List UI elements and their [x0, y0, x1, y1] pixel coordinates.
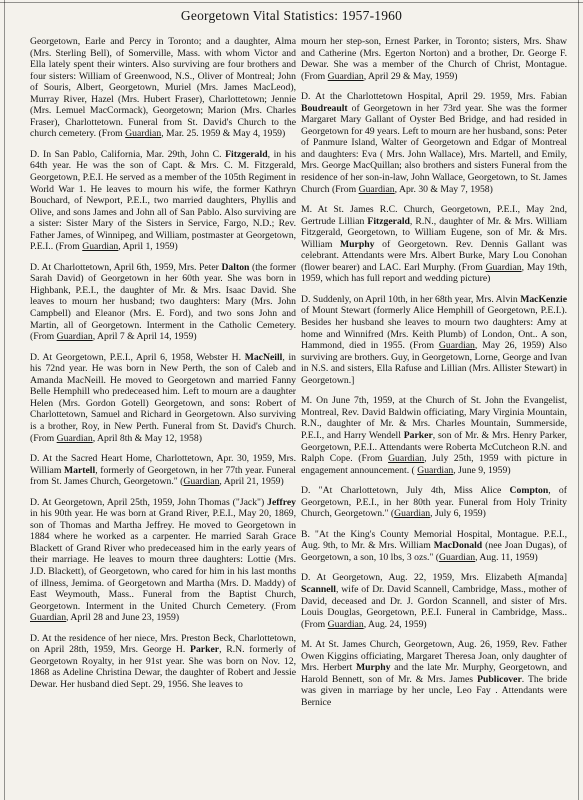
- entry-text: , May 19th, 1959, which has full report and wedding picture): [301, 261, 567, 285]
- entry-text: , R.N. formerly of Georgetown Royalty, in her 91st year. She was born on Nov. 12, 1868 as Adeline Christina Dewar, the daughter of Robert and Jessie Dewar. Her husband died Sept. 29, 1956. She leaves to: [30, 644, 297, 690]
- surname-bold: Dalton: [221, 261, 250, 273]
- entry-text: , of Georgetown, P.E.I., in her 80th year. Funeral from Holy Trinity Church, Georgetown." (: [301, 485, 567, 520]
- source-title: Guardian: [417, 464, 454, 476]
- entry-text: D. At the Sacred Heart Home, Charlottetown, Apr. 30, 1959, Mrs. William: [30, 453, 296, 476]
- source-title: Guardian: [30, 612, 67, 624]
- vital-record-entry: [301, 572, 567, 630]
- entry-text: , Aug. 24, 1959): [363, 618, 427, 630]
- entry-text: , June 9, 1959): [453, 464, 511, 476]
- surname-bold: Parker: [190, 644, 220, 656]
- page-edge-top: [0, 2, 583, 3]
- vital-record-entry: [301, 485, 567, 520]
- surname-bold: Fitzgerald: [225, 148, 268, 160]
- source-title: Guardian: [183, 476, 220, 488]
- entry-text: , April 29 & May, 1959): [363, 70, 458, 82]
- source-title: Guardian: [485, 261, 522, 273]
- page-edge-left: [4, 0, 5, 800]
- entry-text: M. On June 7th, 1959, at the Church of St. John the Evangelist, Montreal, Rev. David Baldwin officiating, Mary Virginia Mountain, R.N., daughter of Mr. & Mrs. Charles Mountain, Summerside, P.E.I., and Harry Wendell: [301, 395, 567, 441]
- entry-text: of Mount Stewart (formerly Alice Hemphill of Georgetown, P.E.I.). Besides her husband she leaves to mourn two daughters: Amy at home and Winnifred (Mrs. Keith Plumb) of London, Ont.. A son, Hammond, died in 1955. (From: [301, 305, 567, 352]
- entry-text: , in his 64th year. He was the son of Capt. & Mrs. C. M. Fitzgerald, Georgetown, P.E.I. He served as a member of the 105th Regiment in World War 1. He leaves to mourn his wife, the former Kathryn Bouchard, of Newport, P.E.I., two married daughters, Phyllis and Olive, and sons James and John all of San Pablo. Also surviving are a sister: Sister Mary of the Sisters in Service, Fargo, N.D.; Rev. Father James, of Winnipeg, and William, postmaster at Georgetown, P.E.I.. (From: [30, 148, 297, 253]
- vital-record-entry: [301, 395, 567, 476]
- vital-record-entry: [301, 204, 567, 285]
- right-column: [301, 36, 567, 717]
- entry-text: and the late Mr. Murphy, Georgetown, and Harold Bennett, son of Mr. & Mrs. James: [301, 662, 567, 685]
- entry-text: , wife of Dr. David Scannell, Cambridge, Mass., mother of David, deceased and Dr. J. Gordon Scannell, and sister of Mrs. Louis Douglas, Georgetown, P.E.I. Funeral in Cambridge, Mass.. (From: [301, 583, 567, 630]
- vital-record-entry: [301, 639, 567, 708]
- vital-record-entry: [30, 149, 296, 253]
- entry-text: D. At Georgetown, P.E.I., April 6, 1958, Webster H.: [30, 351, 245, 363]
- source-title: Guardian: [56, 331, 93, 343]
- vital-record-entry: [301, 91, 567, 195]
- entry-text: (the former Sarah David) of Georgetown in her 60th year. She was born in Highbank, P.E.I., the daughter of Mr. & Mrs. Isaac David. She leaves to mourn her husband; two daughters: Mary (Mrs. John Campbell) and Eleanor (Mrs. E. Ford), and two sons John and Martin, all of Georgetown. Interment in the Catholic Cemetery. (From: [30, 261, 296, 343]
- source-title: Guardian: [358, 183, 395, 195]
- entry-text: , April 28 and June 23, 1959): [66, 612, 180, 624]
- source-title: Guardian: [439, 551, 476, 563]
- entry-text: D. At the Charlottetown Hospital, April 29. 1959, Mrs. Fabian: [301, 91, 567, 103]
- entry-text: , April 7 & April 14, 1959): [92, 331, 197, 343]
- entry-text: mourn her step-son, Ernest Parker, in Toronto; sisters, Mrs. Shaw and Catherine (Mrs. Egerton Norton) and a brother, Dr. George F. Dewar. She was a member of the Church of Christ, Montague. (From: [301, 36, 567, 82]
- surname-bold: Fitzgerald: [367, 215, 410, 227]
- entry-text: , April 21, 1959): [219, 476, 284, 488]
- surname-bold: Publicover: [477, 673, 522, 685]
- entry-text: of Georgetown. Rev. Dennis Gallant was celebrant. Attendants were Mrs. Albert Burke, Mary Lou Conohan (flower bearer) and LAC. Earl Murphy. (From: [301, 238, 568, 273]
- vital-record-entry: [30, 497, 296, 624]
- entry-text: M. At St. James Church, Georgetown, Aug. 26, 1959, Rev. Father Owen Kiggins officiating, Margaret Theresa Joan, only daughter of Mrs. Herbert: [301, 639, 567, 674]
- vital-record-entry: [30, 352, 296, 444]
- vital-record-entry: [30, 633, 296, 691]
- vital-record-entry: [30, 262, 296, 343]
- source-title: Guardian: [438, 340, 475, 352]
- entry-text: D. At the residence of her niece, Mrs. Preston Beck, Charlottetown, on April 28th, 1959, Mrs. George H.: [30, 632, 296, 656]
- entry-text: , Mar. 25. 1959 & May 4, 1959): [161, 128, 286, 140]
- entry-text: , April 1, 1959): [118, 241, 178, 253]
- vital-record-entry: [301, 36, 567, 82]
- surname-bold: MacDonald: [433, 540, 483, 552]
- entry-text: (nee Joan Dugas), of Georgetown, a son, 10 lbs, 3 ozs." (: [301, 540, 567, 563]
- source-title: Guardian: [388, 453, 425, 465]
- entry-text: . The bride was given in marriage by her uncle, Leo Fay . Attendants were Bernice: [301, 673, 567, 708]
- page-title: Georgetown Vital Statistics: 1957-1960: [180, 8, 403, 23]
- surname-bold: Martell: [63, 464, 96, 476]
- surname-bold: MacNeill: [244, 351, 283, 363]
- entry-text: , July 6, 1959): [430, 508, 486, 520]
- surname-bold: Scannell: [301, 583, 336, 595]
- source-title: Guardian: [82, 241, 119, 253]
- vital-record-entry: [30, 453, 296, 488]
- source-title: Guardian: [394, 508, 431, 520]
- vital-record-entry: [30, 36, 296, 140]
- source-title: Guardian: [327, 70, 364, 82]
- entry-text: , Aug. 11, 1959): [475, 551, 538, 563]
- entry-text: D. Suddenly, on April 10th, in her 68th year, Mrs. Alvin: [301, 293, 521, 305]
- surname-bold: Parker: [403, 429, 433, 441]
- entry-text: in his 90th year. He was born at Grand River, P.E.I., May 20, 1869, son of Thomas and Martha Jeffrey. He moved to Georgetown in 1884 where he worked as a carpenter. He married Sarah Grace Blackett of Grand River who predeceased him in the early years of their marriage. He leaves to mourn three daughters: Lottie (Mrs. J.D. Blackett), of Georgetown, who cared for him in his last months of illness, Jemima. of Georgetown and Martha (Mrs. D. Maddy) of East Weymouth, Mass.. Funeral from the Baptist Church, Georgetown. Interment in the United Church Cemetery. (From: [30, 508, 296, 612]
- entry-text: of Georgetown in her 73rd year. She was the former Margaret Mary Gallant of Oyster Bed Bridge, and had resided in Georgetown for 49 years. Left to mourn are her husband, sons: Peter of Panmure Island, Walter of Georgetown and Edgar of Montreal and daughters: Eva ( Mrs. John Wallace), Mrs. Martell, and Emily, Mrs. George MacQuillan; also brothers and sisters Funeral from the residence of her son-in-law, John Wallace, Georgetown, to St. James Church (From: [301, 102, 567, 195]
- entry-text: , April 8th & May 12, 1958): [92, 432, 202, 444]
- page-edge-right: [578, 0, 579, 800]
- entry-text: , son of Mr. & Mrs. Henry Parker, Georgetown, P.E.I.. Attendants were Roberta McCutcheon R.N. and Ralph Cope. (From: [301, 429, 567, 465]
- surname-bold: Murphy: [356, 662, 391, 674]
- surname-bold: Murphy: [340, 238, 375, 250]
- entry-text: D. At Charlottetown, April 6th, 1959, Mrs. Peter: [30, 261, 222, 273]
- surname-bold: Jeffrey: [267, 496, 296, 508]
- entry-text: Georgetown, Earle and Percy in Toronto; and a daughter, Alma (Mrs. Sterling Bell), of Somerville, Mass. with whom Victor and Ella lately spent their winters. Also surviving are four brothers and four sisters: William of Greenwood, N.S., Oliver of Montreal; John of Souris, Albert, Georgetown, Muriel (Mrs. James MacLeod), Murray River, Hazel (Mrs. Hubert Fraser), Charlottetown; Jennie (Mrs. Lemuel MacCormack), Georgetown; Marion (Mrs. Charles Fraser), Charlottetown. Funeral from St. David's Church to the church cemetery. (From: [30, 36, 296, 140]
- entry-text: D. In San Pablo, California, Mar. 29th, John C.: [30, 148, 226, 160]
- entry-text: , in his 72nd year. He was born in New Perth, the son of Caleb and Amanda MacNeill. He moved to Georgetown and married Fanny Belle Hemphill who predeceased him. Left to mourn are a daughter Helen (Mrs. Gordon Gotell) Georgetown, and sons: Robert of Charlottetown, Samuel and Richard in Georgetown. Also surviving is a brother, Roy, in New Perth. Funeral from St. David's Church. (From: [30, 351, 296, 444]
- source-title: Guardian: [327, 618, 364, 630]
- entry-text: , May 26, 1959) Also surviving are brothers. Guy, in Georgetown, Lorne, George and Ivan in N.S. and sisters, Ella Rafuse and Lillian (Mrs. Allister Stewart) in Georgetown.]: [301, 340, 567, 386]
- entry-text: , Apr. 30 & May 7, 1958): [394, 183, 493, 195]
- entry-text: M. At St. James R.C. Church, Georgetown, P.E.I., May 2nd, Gertrude Lillian: [301, 204, 567, 227]
- vital-record-entry: [301, 529, 567, 564]
- left-column: [30, 36, 296, 699]
- surname-bold: Boudreault: [301, 102, 348, 114]
- vital-record-entry: [301, 294, 567, 386]
- surname-bold: Compton: [509, 485, 549, 497]
- entry-text: B. "At the King's County Memorial Hospital, Montague. P.E.I., Aug. 9th, to Mr. & Mrs. William: [301, 528, 567, 552]
- surname-bold: MacKenzie: [520, 293, 567, 305]
- entry-text: , R.N., daughter of Mr. & Mrs. William Fitzgerald, Georgetown, to William Eugene, son of Mr. & Mrs. William: [301, 215, 567, 250]
- entry-text: D. At Georgetown, Aug. 22, 1959, Mrs. Elizabeth A[manda]: [301, 572, 567, 584]
- source-title: Guardian: [125, 128, 162, 140]
- source-title: Guardian: [56, 432, 93, 444]
- entry-text: D. "At Charlottetown, July 4th, Miss Alice: [301, 485, 510, 497]
- entry-text: , July 25th, 1959 with picture in engagement announcement. (: [301, 453, 567, 476]
- entry-text: , formerly of Georgetown, in her 77th year. Funeral from St. James Church, Georgetown." (: [30, 464, 296, 488]
- entry-text: D. At Georgetown, April 25th, 1959, John Thomas ("Jack"): [30, 496, 268, 508]
